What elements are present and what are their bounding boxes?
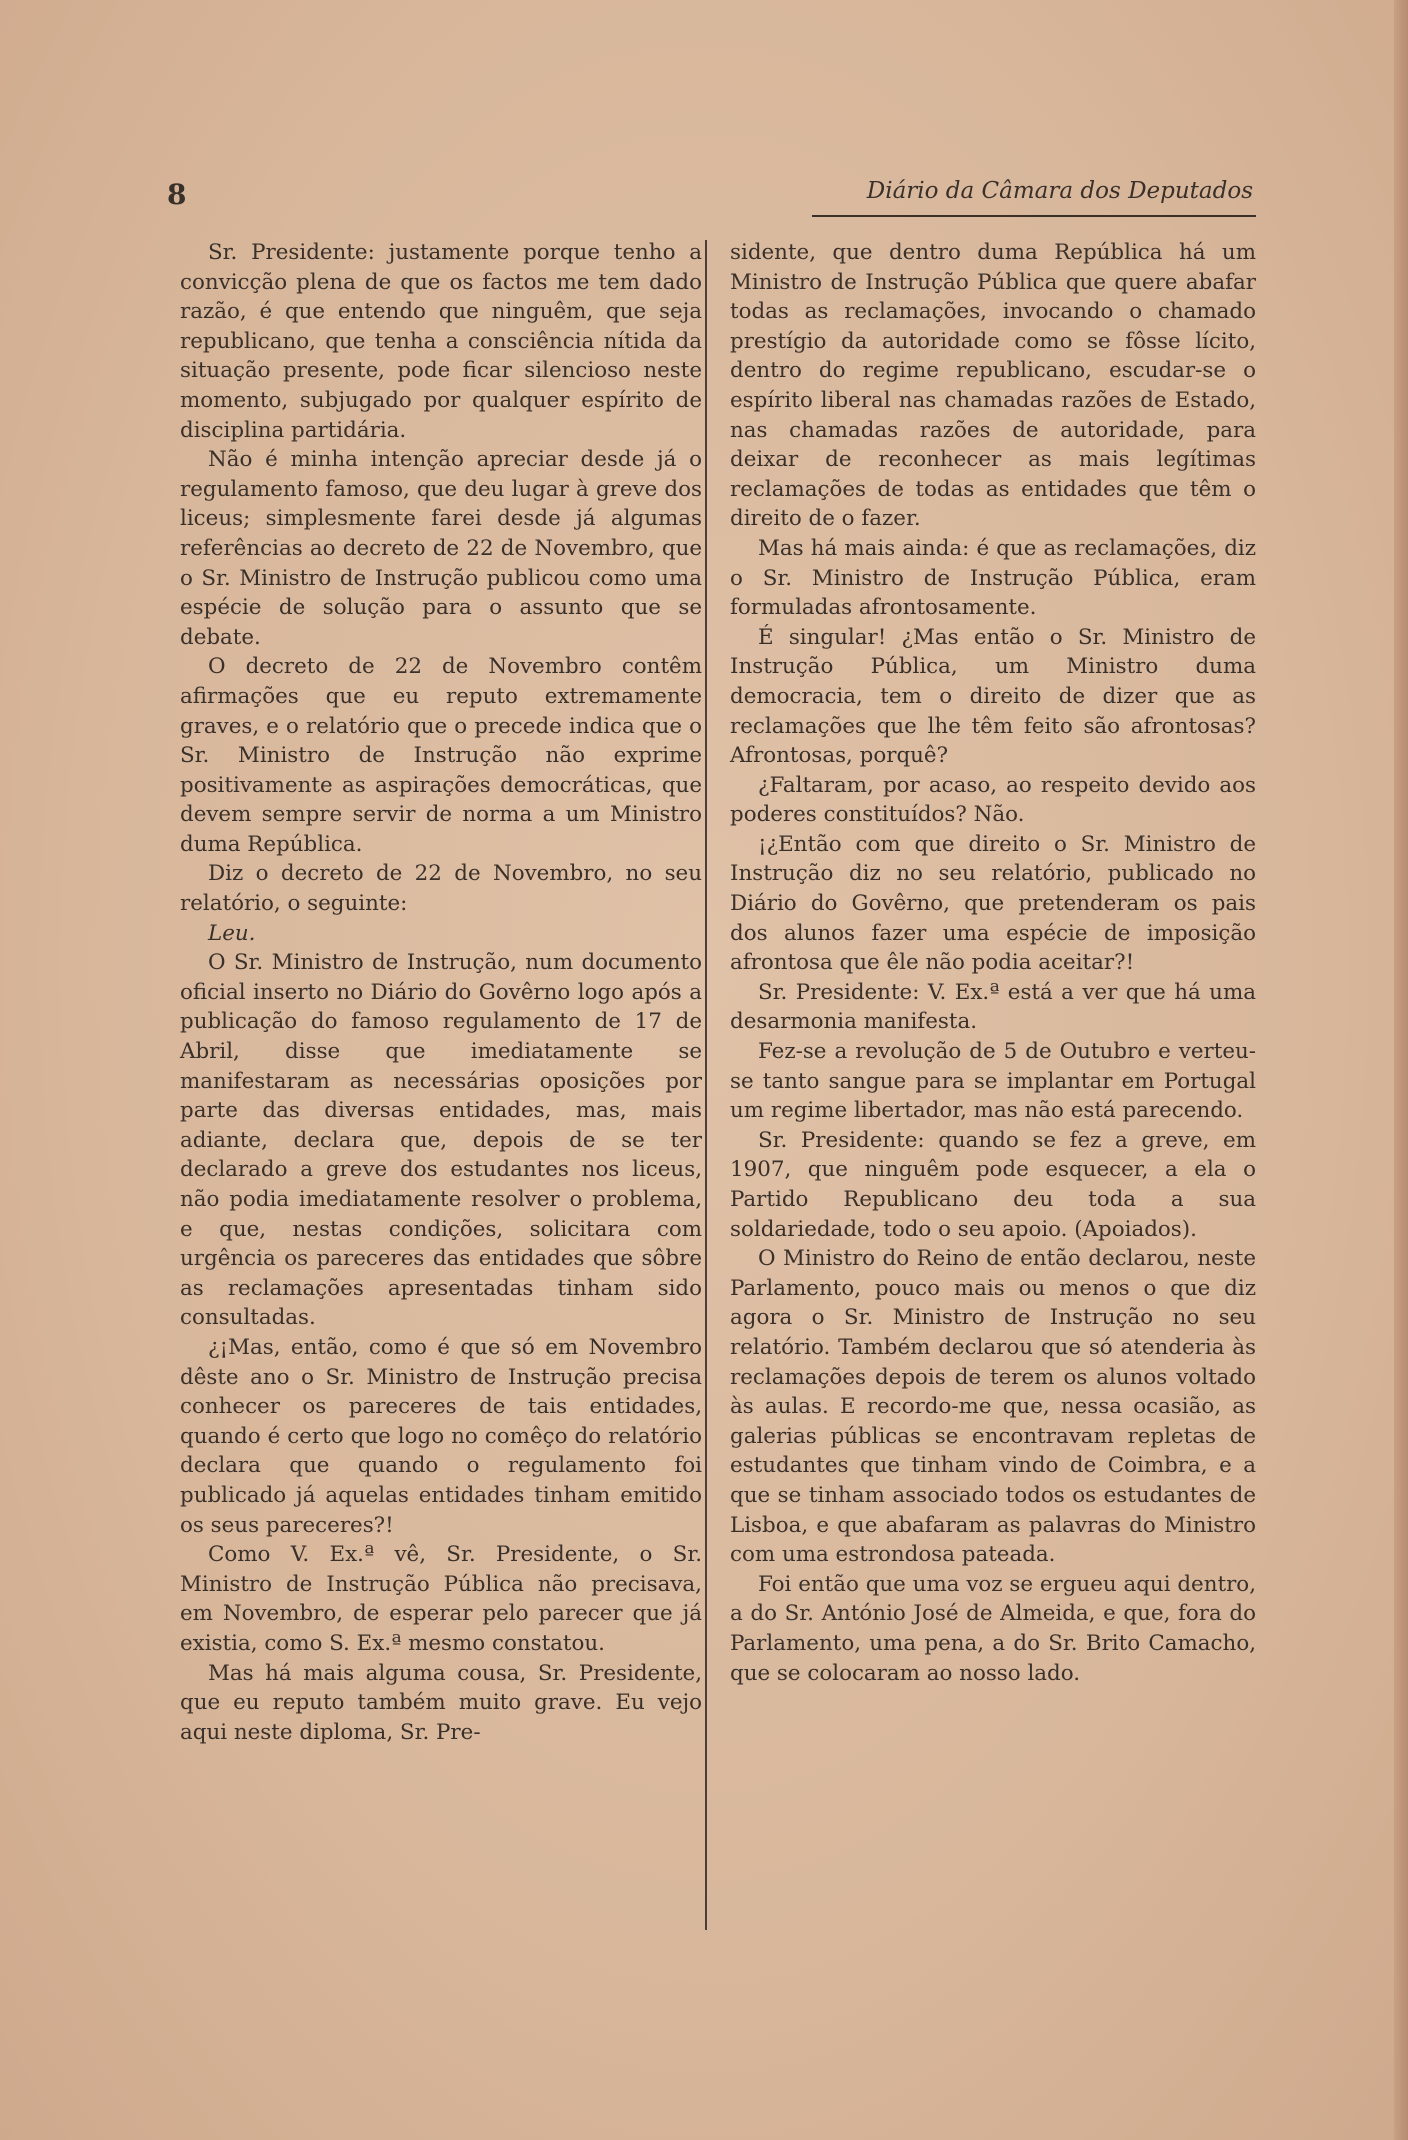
paragraph: ¿¡Mas, então, como é que só em Novembro dêste ano o Sr. Ministro de Instrução precisa conhecer os pareceres de tais entidades, quando é certo que logo no comêço do relatório declara que quando o regulamento foi publicado já aquelas entidades tinham emitido os seus pareceres?! <box>180 1334 702 1538</box>
left-column <box>180 238 702 1747</box>
paragraph: Sr. Presidente: quando se fez a greve, em 1907, que ninguêm pode esquecer, a ela o Partido Republicano deu toda a sua soldariedade, todo o seu apoio. (Apoiados). <box>730 1127 1256 1242</box>
paragraph-leu: Leu. <box>208 920 256 946</box>
paragraph: ¿Faltaram, por acaso, ao respeito devido aos poderes constituídos? Não. <box>730 772 1256 828</box>
running-title: Diário da Câmara dos Deputados <box>866 178 1253 204</box>
paragraph: Mas há mais ainda: é que as reclamações, diz o Sr. Ministro de Instrução Pública, eram formuladas afrontosamente. <box>730 535 1256 621</box>
page-number: 8 <box>167 178 187 211</box>
paragraph: Não é minha intenção apreciar desde já o regulamento famoso, que deu lugar à greve dos liceus; simplesmente farei desde já algumas referências ao decreto de 22 de Novembro, que o Sr. Ministro de Instrução publicou como uma espécie de solução para o assunto que se debate. <box>180 447 702 650</box>
paper-edge <box>1394 0 1408 2140</box>
paragraph: sidente, que dentro duma República há um Ministro de Instrução Pública que quere abafar todas as reclamações, invocando o chamado prestígio da autoridade como se fôsse lícito, dentro do regime republicano, escudar-se o espírito liberal nas chamadas razões de Estado, nas chamadas razões de autoridade, para deixar de reconhecer as mais legítimas reclamações de todas as entidades que têm o direito de o fazer. <box>730 240 1256 532</box>
paragraph: O Ministro do Reino de então declarou, neste Parlamento, pouco mais ou menos o que diz agora o Sr. Ministro de Instrução no seu relatório. Também declarou que só atenderia às reclamações depois de terem os alunos voltado às aulas. E recordo-me que, nessa ocasião, as galerias públicas se encontravam repletas de estudantes que tinham vindo de Coimbra, e a que se tinham associado todos os estudantes de Lisboa, e que abafaram as palavras do Ministro com uma estrondosa pateada. <box>730 1246 1256 1568</box>
paragraph: Como V. Ex.ª vê, Sr. Presidente, o Sr. Ministro de Instrução Pública não precisava, em Novembro, de esperar pelo parecer que já existia, como S. Ex.ª mesmo constatou. <box>180 1542 702 1656</box>
paragraph: O Sr. Ministro de Instrução, num documento oficial inserto no Diário do Govêrno logo após a publicação do famoso regulamento de 17 de Abril, disse que imediatamente se manifestaram as necessárias oposições por parte das diversas entidades, mas, mais adiante, declara que, depois de se ter declarado a greve dos estudantes nos liceus, não podia imediatamente resolver o problema, e que, nestas condições, solicitara com urgência os pareceres das entidades que sôbre as reclamações apresentadas tinham sido consultadas. <box>180 950 702 1331</box>
paragraph: Foi então que uma voz se ergueu aqui dentro, a do Sr. António José de Almeida, e que, fora do Parlamento, uma pena, a do Sr. Brito Camacho, que se colocaram ao nosso lado. <box>730 1571 1256 1686</box>
header-rule <box>812 215 1256 217</box>
paragraph: Mas há mais alguma cousa, Sr. Presidente, que eu reputo também muito grave. Eu vejo aqui neste diploma, Sr. Pre- <box>180 1660 702 1745</box>
paragraph: O decreto de 22 de Novembro contêm afirmações que eu reputo extremamente graves, e o relatório que o precede indica que o Sr. Ministro de Instrução não exprime positivamente as aspirações democráticas, que devem sempre servir de norma a um Ministro duma República. <box>180 654 702 857</box>
paragraph: ¡¿Então com que direito o Sr. Ministro de Instrução diz no seu relatório, publicado no Diário do Govêrno, que pretenderam os pais dos alunos fazer uma espécie de imposição afrontosa que êle não podia aceitar?! <box>730 831 1256 976</box>
right-column <box>730 238 1256 1688</box>
paragraph: Fez-se a revolução de 5 de Outubro e verteu-se tanto sangue para se implantar em Portugal um regime libertador, mas não está parecendo. <box>730 1039 1256 1124</box>
paragraph: É singular! ¿Mas então o Sr. Ministro de Instrução Pública, um Ministro duma democracia, tem o direito de dizer que as reclamações que lhe têm feito são afrontosas? Afrontosas, porquê? <box>730 624 1256 769</box>
paragraph: Sr. Presidente: V. Ex.ª está a ver que há uma desarmonia manifesta. <box>730 979 1256 1035</box>
paragraph: Sr. Presidente: justamente porque tenho a convicção plena de que os factos me tem dado razão, é que entendo que ninguêm, que seja republicano, que tenha a consciência nítida da situação presente, pode ficar silencioso neste momento, subjugado por qualquer espírito de disciplina partidária. <box>180 240 702 443</box>
paragraph: Diz o decreto de 22 de Novembro, no seu relatório, o seguinte: <box>180 861 702 917</box>
column-divider <box>705 240 707 1930</box>
